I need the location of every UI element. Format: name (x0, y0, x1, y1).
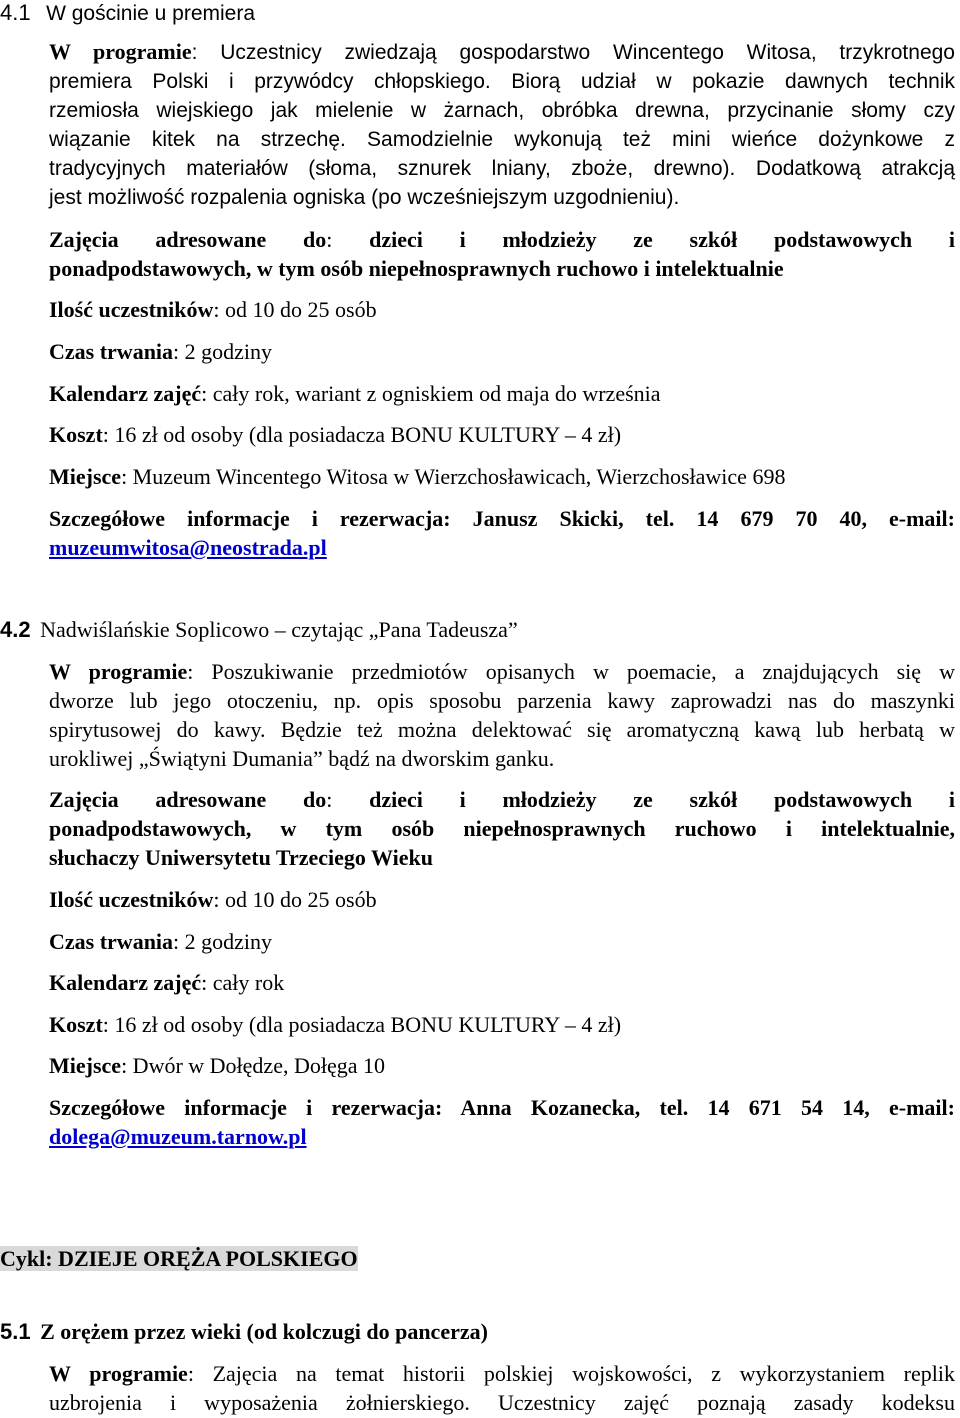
participants-value: : od 10 do 25 osób (213, 887, 377, 912)
program-text: rzemiosła wiejskiego jak mielenie w żarnach, obróbka drewna, przycinanie słomy czy (49, 99, 955, 122)
program-text: wiązanie kitek na strzechę. Samodzielnie wykonują też mini wieńce dożynkowe z (49, 128, 955, 151)
calendar-line (49, 968, 955, 997)
cost-value: : 16 zł od osoby (dla posiadacza BONU KULTURY – 4 zł) (102, 422, 622, 447)
email-link[interactable]: muzeumwitosa@neostrada.pl (49, 535, 327, 560)
participants-label: Ilość uczestników (49, 887, 214, 912)
section-title: W gościnie u premiera (46, 2, 256, 25)
program-text: : Poszukiwanie przedmiotów opisanych w poemacie, a znajdujących się w (187, 659, 955, 684)
audience-text: ponadpodstawowych, w tym osób niepełnosprawnych ruchowo i intelektualnie, (49, 816, 955, 841)
duration-value: : 2 godziny (173, 929, 273, 954)
section-heading (0, 1319, 488, 1345)
audience-label: Zajęcia adresowane do (49, 227, 327, 252)
info-value: : Anna Kozanecka, tel. 14 671 54 14, e-mail: (434, 1095, 955, 1120)
place-line (49, 462, 955, 491)
duration-value: : 2 godziny (173, 339, 273, 364)
program-label: W programie (49, 1361, 188, 1386)
email-link[interactable]: dolega@muzeum.tarnow.pl (49, 1124, 307, 1149)
audience-paragraph: Zajęcia adresowane do: dzieci i młodzieży ze szkół podstawowych i ponadpodstawowych, w tym osób niepełnosprawnych ruchowo i intelektualnie, słuchaczy Uniwersytetu Trzeciego Wieku (49, 787, 955, 870)
calendar-label: Kalendarz zajęć (49, 970, 202, 995)
program-paragraph (49, 1359, 955, 1417)
program-text: uzbrojenia i wyposażenia żołnierskiego. Uczestnicy zajęć poznają zasady kodeksu (49, 1390, 955, 1415)
cost-line (49, 1010, 955, 1039)
program-label: W programie (49, 659, 188, 684)
program-text: urokliwej „Świątyni Dumania” bądź na dworskim ganku. (49, 746, 555, 771)
duration-label: Czas trwania (49, 339, 174, 364)
program-text: spirytusowej do kawy. Będzie też można delektować się aromatyczną kawą lub herbatą w (49, 717, 955, 742)
info-paragraph (49, 1093, 955, 1151)
participants-line (49, 885, 955, 914)
duration-label: Czas trwania (49, 929, 174, 954)
calendar-label: Kalendarz zajęć (49, 381, 202, 406)
place-value: : Dwór w Dołędze, Dołęga 10 (121, 1053, 385, 1078)
info-label: Szczegółowe informacje i rezerwacja (49, 1095, 435, 1120)
cost-value: : 16 zł od osoby (dla posiadacza BONU KULTURY – 4 zł) (102, 1012, 622, 1037)
program-text: : Zajęcia na temat historii polskiej wojskowości, z wykorzystaniem replik (187, 1361, 955, 1386)
audience-text: dzieci i młodzieży ze szkół podstawowych i (369, 227, 955, 252)
place-line (49, 1051, 955, 1080)
program-text: tradycyjnych materiałów (słoma, sznurek lniany, zboże, drewno). Dodatkową atrakcją (49, 157, 955, 180)
audience-text: dzieci i młodzieży ze szkół podstawowych i (369, 787, 955, 812)
audience-text: ponadpodstawowych, w tym osób niepełnosprawnych ruchowo i intelektualnie (49, 256, 784, 281)
calendar-value: : cały rok (201, 970, 285, 995)
section-title: Z orężem przez wieki (od kolczugi do pancerza) (40, 1319, 488, 1344)
program-label: W programie (49, 39, 192, 64)
participants-value: : od 10 do 25 osób (213, 297, 377, 322)
program-text: : Uczestnicy zwiedzają gospodarstwo Wincentego Witosa, trzykrotnego (191, 41, 955, 64)
audience-text: słuchaczy Uniwersytetu Trzeciego Wieku (49, 845, 433, 870)
audience-label: Zajęcia adresowane do (49, 787, 327, 812)
place-value: : Muzeum Wincentego Witosa w Wierzchosławicach, Wierzchosławice 698 (121, 464, 786, 489)
program-text: premiera Polski i przywódcy chłopskiego. Biorą udział w pokazie dawnych technik (49, 70, 955, 93)
program-paragraph (49, 37, 955, 212)
place-label: Miejsce (49, 464, 122, 489)
program-text: dworze lub jego otoczeniu, np. opis sposobu parzenia kawy zaprowadzi nas do maszynki (49, 688, 955, 713)
calendar-value: : cały rok, wariant z ogniskiem od maja do września (201, 381, 661, 406)
participants-line (49, 295, 955, 324)
section-heading (0, 0, 255, 27)
duration-line (49, 927, 955, 956)
cost-line (49, 420, 955, 449)
audience-paragraph: Zajęcia adresowane do: dzieci i młodzieży ze szkół podstawowych i ponadpodstawowych, w tym osób niepełnosprawnych ruchowo i intelektualnie (49, 227, 955, 281)
duration-line (49, 337, 955, 366)
info-value: : Janusz Skicki, tel. 14 679 70 40, e-mail: (443, 506, 955, 531)
section-number: 4.1 (0, 0, 31, 25)
section-heading (0, 617, 518, 643)
program-paragraph (49, 657, 955, 773)
section-title: Nadwiślańskie Soplicowo – czytając „Pana Tadeusza” (40, 617, 518, 642)
cost-label: Koszt (49, 1012, 103, 1037)
calendar-line (49, 379, 955, 408)
cost-label: Koszt (49, 422, 103, 447)
place-label: Miejsce (49, 1053, 122, 1078)
section-number: 4.2 (0, 617, 31, 642)
info-paragraph (49, 504, 955, 562)
section-number: 5.1 (0, 1319, 31, 1344)
program-text: jest możliwość rozpalenia ogniska (po wcześniejszym uzgodnieniu). (49, 186, 680, 209)
info-label: Szczegółowe informacje i rezerwacja (49, 506, 444, 531)
participants-label: Ilość uczestników (49, 297, 214, 322)
cycle-heading (0, 1244, 358, 1274)
cycle-label: Cykl: DZIEJE ORĘŻA POLSKIEGO (0, 1246, 358, 1271)
